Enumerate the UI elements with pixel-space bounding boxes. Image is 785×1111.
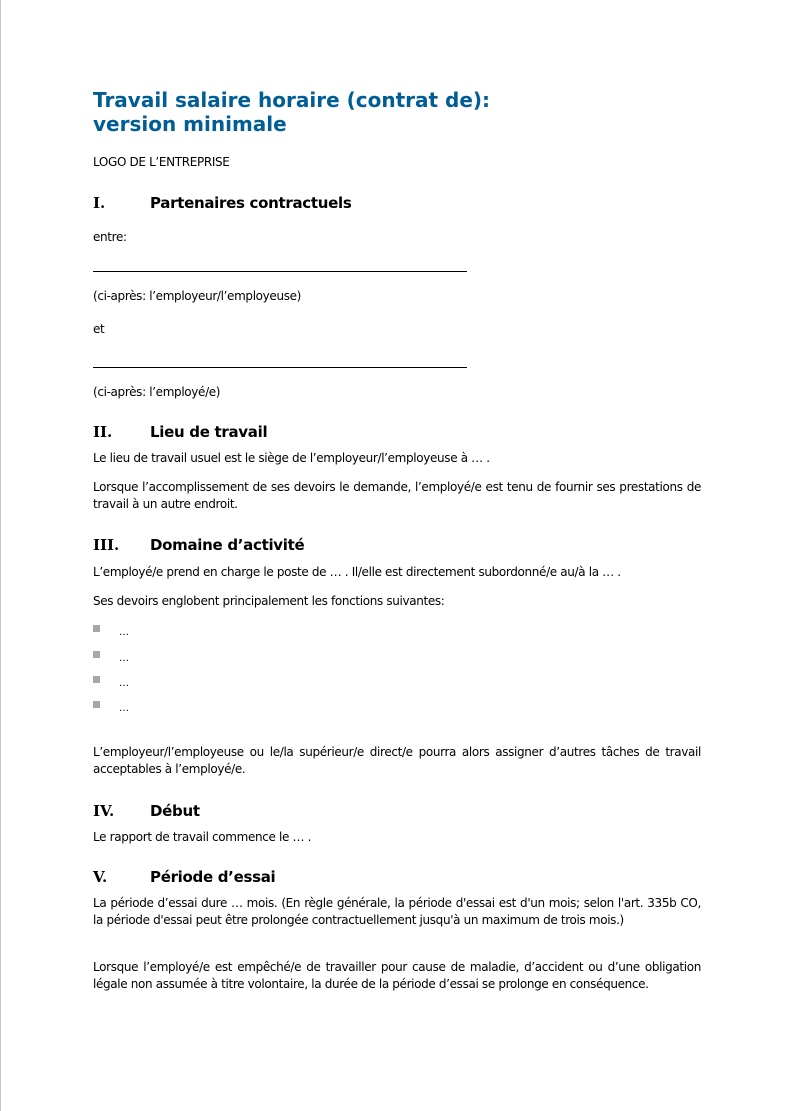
section-number: V. (93, 868, 108, 886)
section-heading-5 (93, 868, 275, 886)
logo-placeholder: LOGO DE L’ENTREPRISE (93, 155, 230, 169)
section-heading-2 (93, 423, 267, 441)
paragraph: La période d’essai dure … mois. (En règle générale, la période d'essai est d'un mois; selon l'art. 335b CO, la période d'essai peut être prolongée contractuellement jusqu'à un maximum de trois mois.) (93, 896, 701, 927)
section-heading-1 (93, 194, 351, 212)
paragraph: Lorsque l’employé/e est empêché/e de travailler pour cause de maladie, d’accident ou d’une obligation légale non assumée à titre volontaire, la durée de la période d’essai se prolonge en conséquence. (93, 960, 701, 991)
paragraph: (ci-après: l’employeur/l’employeuse) (93, 289, 301, 303)
section-title: Lieu de travail (150, 423, 268, 441)
section-title: Période d’essai (150, 868, 276, 886)
section-number: IV. (93, 802, 115, 820)
document-title (93, 88, 490, 136)
signature-line-employee[interactable] (93, 367, 467, 368)
bullet-square-icon (93, 701, 100, 708)
section-number: I. (93, 194, 106, 212)
title-line-1: Travail salaire horaire (contrat de): (93, 88, 491, 112)
title-line-2: version minimale (93, 112, 287, 136)
bullet-square-icon (93, 651, 100, 658)
section-heading-3 (93, 536, 304, 554)
list-item: … (119, 653, 129, 664)
paragraph: (ci-après: l’employé/e) (93, 385, 221, 399)
bullet-square-icon (93, 625, 100, 632)
list-item: … (119, 627, 129, 638)
list-item: … (119, 703, 129, 714)
paragraph: et (93, 322, 105, 336)
bullet-square-icon (93, 676, 100, 683)
paragraph: L’employé/e prend en charge le poste de … . Il/elle est directement subordonné/e au/à la … . (93, 565, 621, 579)
section-number: II. (93, 423, 113, 441)
section-title: Partenaires contractuels (150, 194, 352, 212)
paragraph: Le rapport de travail commence le … . (93, 830, 312, 844)
paragraph: L’employeur/l’employeuse ou le/la supérieur/e direct/e pourra alors assigner d’autres tâches de travail acceptables à l’employé/e. (93, 745, 701, 776)
paragraph: Lorsque l’accomplissement de ses devoirs le demande, l’employé/e est tenu de fournir ses prestations de travail à un autre endroit. (93, 480, 701, 511)
signature-line-employer[interactable] (93, 271, 467, 272)
paragraph: Ses devoirs englobent principalement les fonctions suivantes: (93, 594, 445, 608)
section-title: Domaine d’activité (150, 536, 305, 554)
page-edge (0, 0, 1, 1111)
section-heading-4 (93, 802, 200, 820)
list-item: … (119, 678, 129, 689)
section-number: III. (93, 536, 120, 554)
section-title: Début (150, 802, 200, 820)
paragraph: entre: (93, 230, 127, 244)
paragraph: Le lieu de travail usuel est le siège de l’employeur/l’employeuse à … . (93, 451, 490, 465)
